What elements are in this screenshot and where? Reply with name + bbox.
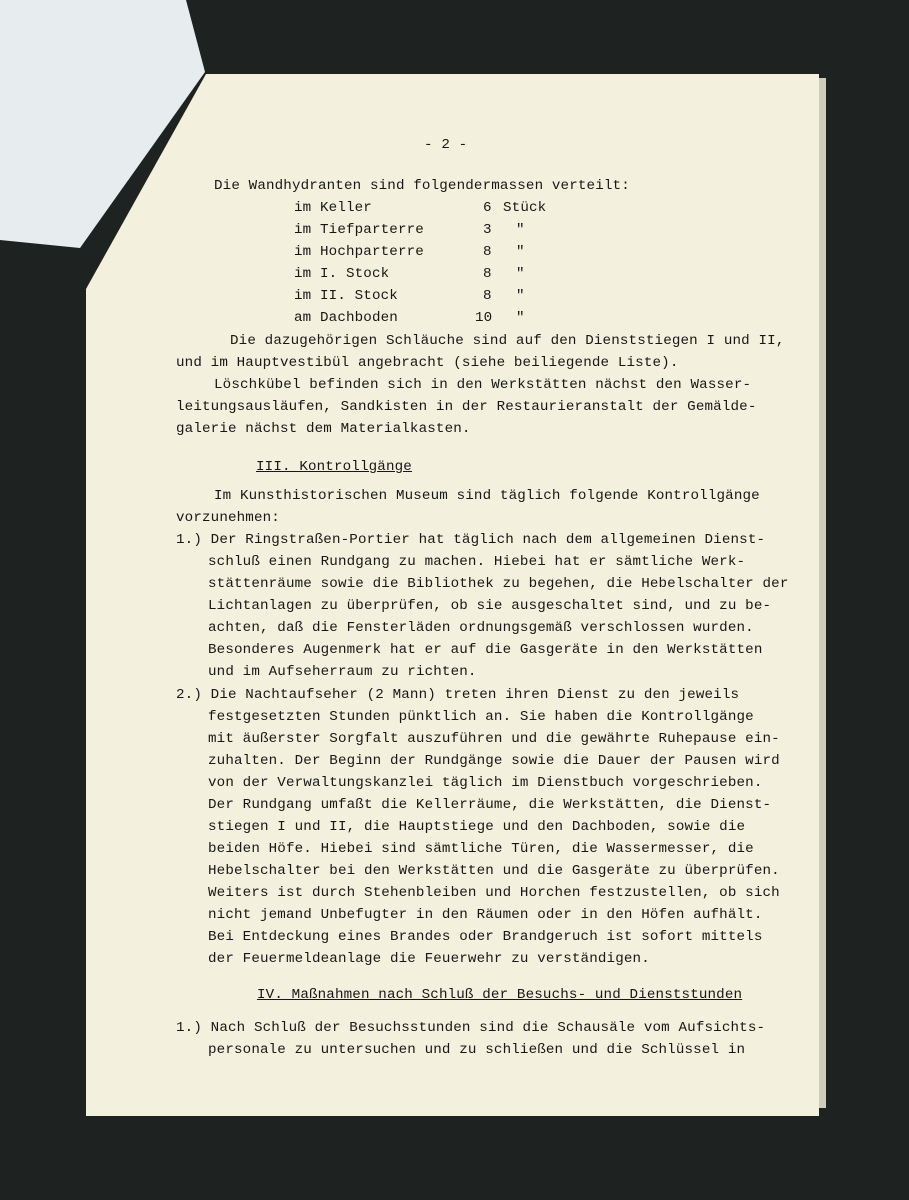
hydrant-location: im Keller — [294, 200, 372, 216]
hydrant-location: im I. Stock — [294, 266, 390, 282]
hydrant-location: im Hochparterre — [294, 244, 424, 260]
list-item-line: stiegen I und II, die Hauptstiege und den Dachboden, sowie die — [208, 819, 746, 835]
list-item-line: und im Aufseherraum zu richten. — [208, 664, 477, 680]
body-text-line: galerie nächst dem Materialkasten. — [176, 421, 471, 437]
list-item-line: Besonderes Augenmerk hat er auf die Gasgeräte in den Werkstätten — [208, 642, 763, 658]
list-item-line: festgesetzten Stunden pünktlich an. Sie haben die Kontrollgänge — [208, 709, 754, 725]
section3-intro: Im Kunsthistorischen Museum sind täglich folgende Kontrollgänge — [214, 488, 760, 504]
hydrant-location: im Tiefparterre — [294, 222, 424, 238]
list-item-line: der Feuermeldeanlage die Feuerwehr zu verständigen. — [208, 951, 650, 967]
list-item-line: nicht jemand Unbefugter in den Räumen oder in den Höfen aufhält. — [208, 907, 763, 923]
body-text-line: und im Hauptvestibül angebracht (siehe beiliegende Liste). — [176, 355, 679, 371]
list-item-line: 1.) Nach Schluß der Besuchsstunden sind die Schausäle vom Aufsichts- — [176, 1020, 766, 1036]
list-item-line: von der Verwaltungskanzlei täglich im Dienstbuch vorgeschrieben. — [208, 775, 763, 791]
hydrant-unit: " — [516, 310, 525, 326]
list-item-line: beiden Höfe. Hiebei sind sämtliche Türen, die Wassermesser, die — [208, 841, 754, 857]
page-edge — [818, 78, 826, 1108]
hydrant-unit: " — [516, 222, 525, 238]
section-heading-4: IV. Maßnahmen nach Schluß der Besuchs- und Dienststunden — [257, 987, 743, 1003]
list-item-line: 2.) Die Nachtaufseher (2 Mann) treten ihren Dienst zu den jeweils — [176, 687, 740, 703]
list-item-line: Weiters ist durch Stehenbleiben und Horchen festzustellen, ob sich — [208, 885, 780, 901]
list-item-line: Hebelschalter bei den Werkstätten und die Gasgeräte zu überprüfen. — [208, 863, 780, 879]
list-item-line: Der Rundgang umfaßt die Kellerräume, die Werkstätten, die Dienst- — [208, 797, 772, 813]
list-item-line: Bei Entdeckung eines Brandes oder Brandgeruch ist sofort mittels — [208, 929, 763, 945]
hydrant-count: 8 — [483, 244, 492, 260]
hydrant-unit: " — [516, 266, 525, 282]
list-item-line: Lichtanlagen zu überprüfen, ob sie ausgeschaltet sind, und zu be- — [208, 598, 772, 614]
section3-intro: vorzunehmen: — [176, 510, 280, 526]
hydrants-intro: Die Wandhydranten sind folgendermassen verteilt: — [214, 178, 630, 194]
hydrant-unit: " — [516, 288, 525, 304]
list-item-line: zuhalten. Der Beginn der Rundgänge sowie die Dauer der Pausen wird — [208, 753, 780, 769]
body-text-line: Die dazugehörigen Schläuche sind auf den Dienststiegen I und II, — [230, 333, 785, 349]
hydrant-unit: Stück — [503, 200, 547, 216]
hydrant-count: 3 — [483, 222, 492, 238]
hydrant-count: 8 — [483, 266, 492, 282]
hydrant-location: im II. Stock — [294, 288, 398, 304]
list-item-line: stättenräume sowie die Bibliothek zu begehen, die Hebelschalter der — [208, 576, 789, 592]
hydrant-count: 8 — [483, 288, 492, 304]
page-number: - 2 - — [424, 137, 468, 153]
hydrant-count: 10 — [475, 310, 493, 326]
body-text-line: leitungsausläufen, Sandkisten in der Restaurieranstalt der Gemälde- — [176, 399, 757, 415]
hydrant-unit: " — [516, 244, 525, 260]
hydrant-count: 6 — [483, 200, 492, 216]
list-item-line: achten, daß die Fensterläden ordnungsgemäß verschlossen wurden. — [208, 620, 754, 636]
list-item-line: personale zu untersuchen und zu schließen und die Schlüssel in — [208, 1042, 746, 1058]
section-heading-3: III. Kontrollgänge — [256, 459, 412, 475]
list-item-line: schluß einen Rundgang zu machen. Hiebei hat er sämtliche Werk- — [208, 554, 746, 570]
list-item-line: mit äußerster Sorgfalt auszuführen und die gewährte Ruhepause ein- — [208, 731, 780, 747]
hydrant-location: am Dachboden — [294, 310, 398, 326]
list-item-line: 1.) Der Ringstraßen-Portier hat täglich nach dem allgemeinen Dienst- — [176, 532, 766, 548]
body-text-line: Löschkübel befinden sich in den Werkstätten nächst den Wasser- — [214, 377, 752, 393]
